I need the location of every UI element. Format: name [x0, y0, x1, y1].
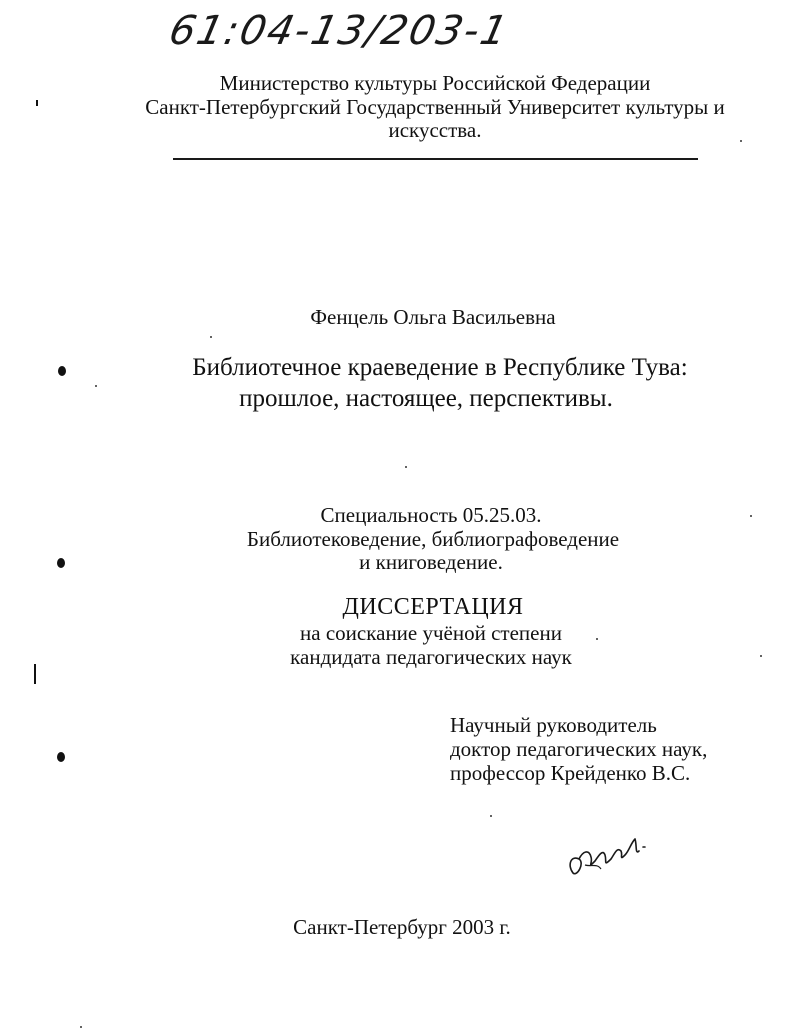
ministry-line: Министерство культуры Российской Федерации [219, 71, 651, 95]
specialty-name-cont: и книговедение. [359, 550, 503, 574]
university-line-cont: искусства. [388, 118, 482, 142]
specialty-code: Специальность 05.25.03. [320, 503, 542, 527]
supervisor-name: профессор Крейденко В.С. [450, 761, 691, 785]
university-line: Санкт-Петербургский Государственный Университет культуры и [145, 95, 725, 119]
binding-mark [34, 664, 36, 684]
signature-icon [565, 825, 655, 885]
scan-speck [490, 815, 492, 817]
specialty-name: Библиотековедение, библиографоведение [246, 527, 620, 551]
punch-mark [58, 366, 66, 376]
binding-mark [36, 100, 38, 106]
scan-speck [596, 638, 598, 640]
scan-speck [405, 466, 407, 468]
supervisor-degree: доктор педагогических наук, [450, 737, 708, 761]
scan-speck [210, 336, 212, 338]
supervisor-label: Научный руководитель [450, 713, 657, 737]
scan-speck [80, 1026, 82, 1028]
city-year: Санкт-Петербург 2003 г. [293, 915, 511, 939]
scan-speck [95, 385, 97, 387]
degree-line2: кандидата педагогических наук [290, 645, 572, 669]
scan-speck [750, 515, 752, 517]
degree-line1: на соискание учёной степени [300, 621, 562, 645]
punch-mark [57, 752, 65, 762]
author-name: Фенцель Ольга Васильевна [310, 305, 556, 329]
dissertation-heading: ДИССЕРТАЦИЯ [342, 594, 524, 620]
scan-speck [760, 655, 762, 657]
punch-mark [57, 558, 65, 568]
dissertation-title-line2: прошлое, настоящее, перспективы. [239, 385, 613, 412]
handwritten-catalog-number: 61:04-13/203-1 [165, 8, 514, 54]
dissertation-title-line1: Библиотечное краеведение в Республике Тува: [192, 354, 688, 381]
scan-speck [740, 140, 742, 142]
header-divider [173, 158, 698, 160]
